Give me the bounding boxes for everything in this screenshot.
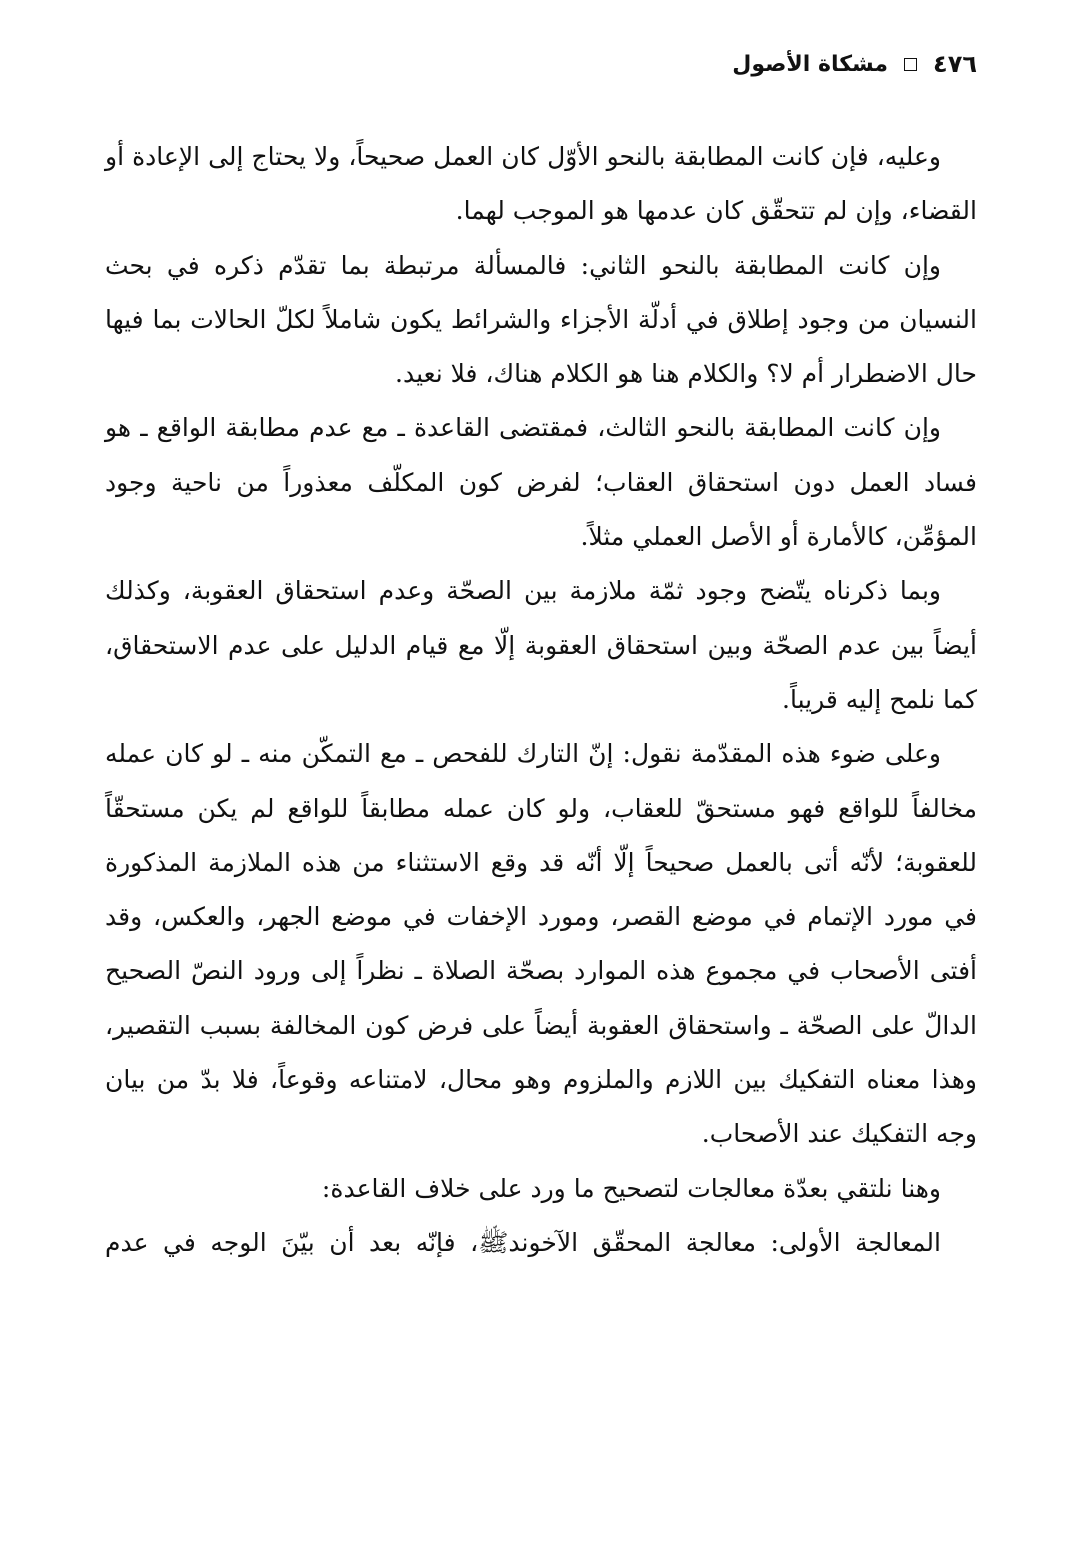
book-title: مشكاة الأصول	[732, 51, 889, 77]
running-header	[105, 40, 977, 88]
book-page	[105, 40, 977, 1520]
paragraph-1: وعليه، فإن كانت المطابقة بالنحو الأوّل كان العمل صحيحاً، ولا يحتاج إلى الإعادة أو القضاء، وإن لم تتحقّق كان عدمها هو الموجب لهما.	[105, 142, 977, 226]
square-outline-icon	[904, 58, 917, 71]
paragraph-3: وإن كانت المطابقة بالنحو الثالث، فمقتضى القاعدة ـ مع عدم مطابقة الواقع ـ هو فساد العمل دون استحقاق العقاب؛ لفرض كون المكلّف معذوراً من ناحية وجود المؤمِّن، كالأمارة أو الأصل العملي مثلاً.	[105, 413, 977, 552]
paragraph-5: وعلى ضوء هذه المقدّمة نقول: إنّ التارك للفحص ـ مع التمكّن منه ـ لو كان عمله مخالفاً للواقع فهو مستحقّ للعقاب، ولو كان عمله مطابقاً للواقع لم يكن مستحقّاً للعقوبة؛ لأنّه أتى بالعمل صحيحاً إلّا أنّه قد وقع الاستثناء من هذه الملازمة المذكورة في مورد الإتمام في موضع القصر، ومورد الإخفات في موضع الجهر، والعكس، وقد أفتى الأصحاب في مجموع هذه الموارد بصحّة الصلاة ـ نظراً إلى ورود النصّ الصحيح الدالّ على الصحّة ـ واستحقاق العقوبة أيضاً على فرض كون المخالفة بسبب التقصير، وهذا معناه التفكيك بين اللازم والملزوم وهو محال، لامتناعه وقوعاً، فلا بدّ من بيان وجه التفكيك عند الأصحاب.	[105, 739, 977, 1149]
page-number: ٤٧٦	[933, 50, 977, 78]
paragraph-2: وإن كانت المطابقة بالنحو الثاني: فالمسألة مرتبطة بما تقدّم ذكره في بحث النسيان من وجود إطلاق في أدلّة الأجزاء والشرائط يكون شاملاً لكلّ الحالات بما فيها حال الاضطرار أم لا؟ والكلام هنا هو الكلام هناك، فلا نعيد.	[105, 250, 977, 389]
text-body	[105, 130, 977, 1270]
paragraph-6: وهنا نلتقي بعدّة معالجات لتصحيح ما ورد على خلاف القاعدة:	[321, 1173, 941, 1203]
paragraph-4: وبما ذكرناه يتّضح وجود ثمّة ملازمة بين الصحّة وعدم استحقاق العقوبة، وكذلك أيضاً بين عدم الصحّة وبين استحقاق العقوبة إلّا مع قيام الدليل على عدم الاستحقاق، كما نلمح إليه قريباً.	[105, 576, 977, 714]
paragraph-7: المعالجة الأولى: معالجة المحقّق الآخوندﷺ، فإنّه بعد أن بيّنَ الوجه في عدم	[105, 1227, 941, 1257]
